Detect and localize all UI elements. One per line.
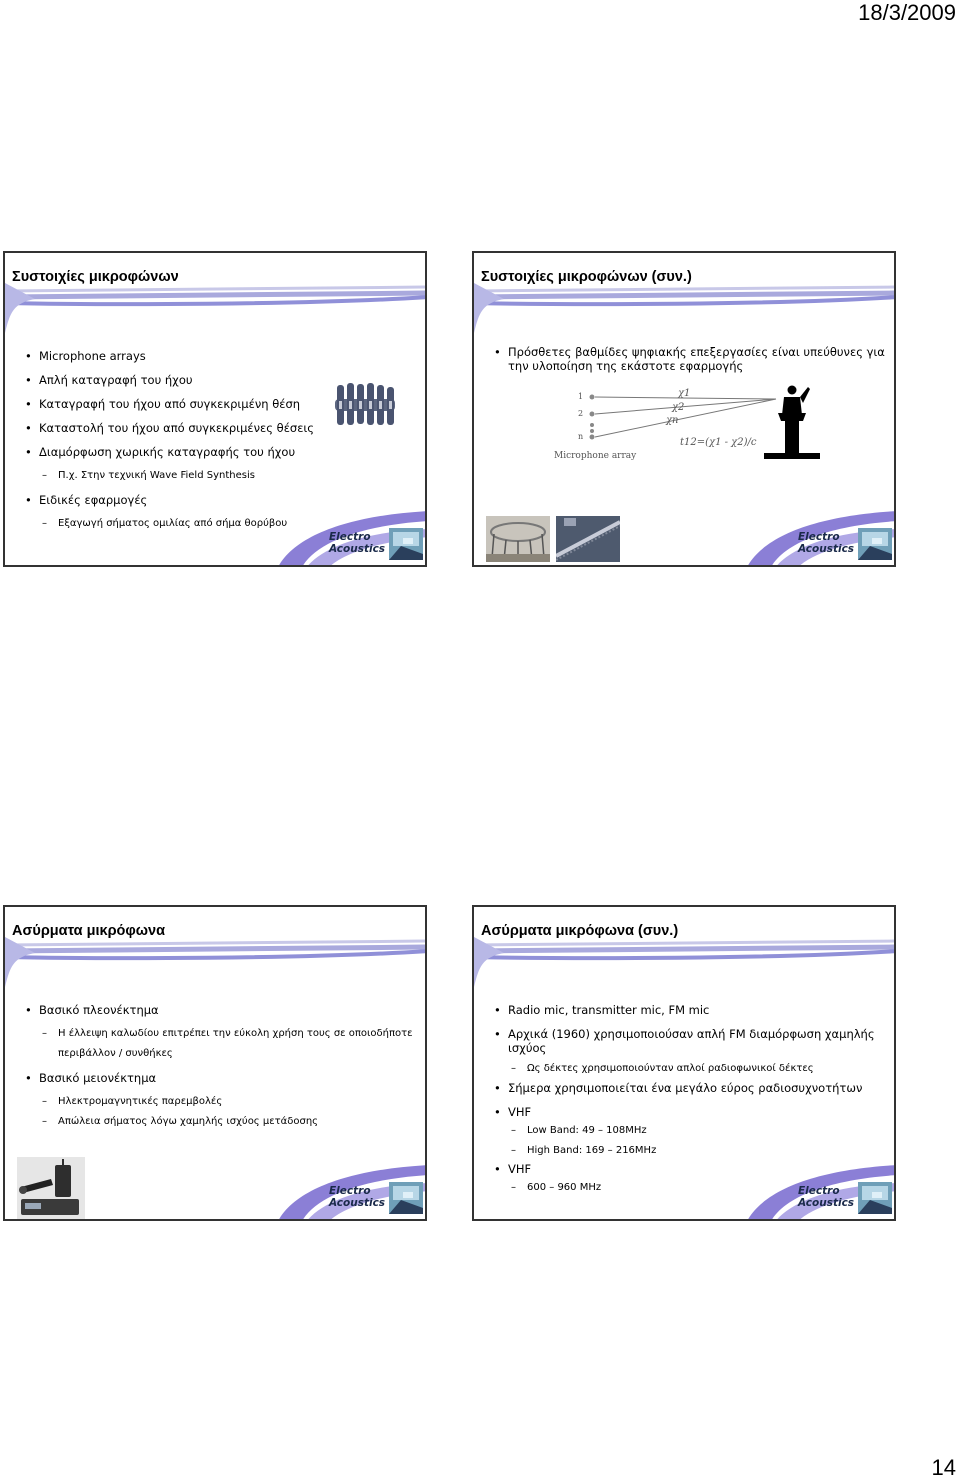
mic-label: 2 [578, 409, 584, 418]
logo-image [389, 528, 423, 560]
diagram-caption: Microphone array [554, 451, 637, 461]
bullet-item: • Ειδικές εφαρμογές [25, 493, 417, 507]
path-label: χ2 [672, 402, 685, 413]
bullet-item: • Αρχικά (1960) χρησιμοποιούσαν απλή FM διαμόρφωση χαμηλής ισχύος [494, 1027, 886, 1055]
speaker-podium-icon [764, 386, 820, 460]
delay-formula: t12=(χ1 - χ2)/c [680, 437, 757, 448]
bullet-item: • VHF [494, 1105, 886, 1119]
slide-3 [3, 905, 427, 1221]
logo-line-1: Electro [329, 1185, 371, 1197]
electro-acoustics-logo [798, 1182, 892, 1216]
linear-array-photo [556, 516, 620, 562]
microphone-array-photo [333, 381, 397, 433]
page-number: 14 [931, 1455, 956, 1480]
mic-label: n [578, 432, 584, 441]
mic-label: 1 [578, 392, 584, 401]
bullet-item: • Βασικό πλεονέκτημα [25, 1003, 417, 1017]
logo-line-2: Acoustics [798, 543, 855, 555]
sub-bullet-item: – Η έλλειψη καλωδίου επιτρέπει την εύκολη χρήση τους σε οποιοδήποτε περιβάλλον / συνθήκες [25, 1024, 417, 1064]
slide-2 [472, 251, 896, 567]
sub-bullet-item: – Low Band: 49 – 108MHz [494, 1121, 886, 1141]
slide-title: Ασύρματα μικρόφωνα [12, 923, 166, 939]
path-label: χn [666, 415, 679, 426]
sub-bullet-item: – Απώλεια σήματος λόγω χαμηλής ισχύος μετάδοσης [25, 1112, 417, 1132]
bullet-item: • Διαμόρφωση χωρικής καταγραφής του ήχου [25, 445, 417, 459]
logo-line-2: Acoustics [798, 1197, 855, 1209]
wireless-mic-kit-photo [17, 1157, 85, 1219]
slide-1 [3, 251, 427, 567]
bullet-item: • Βασικό μειονέκτημα [25, 1071, 417, 1085]
slide-4 [472, 905, 896, 1221]
page-date: 18/3/2009 [858, 0, 956, 25]
path-label: χ1 [678, 388, 691, 399]
bullet-item: • Απλή καταγραφή του ήχου [25, 373, 417, 387]
bullet-item: • Σήμερα χρησιμοποιείται ένα μεγάλο εύρος ραδιοσυχνοτήτων [494, 1081, 886, 1095]
bullet-item: • Καταστολή του ήχου από συγκεκριμένες θέσεις [25, 421, 417, 435]
bullet-item: • Πρόσθετες βαθμίδες ψηφιακής επεξεργασίες είναι υπεύθυνες για την υλοποίηση της εκάστοτε εφαρμογής [494, 345, 886, 373]
logo-line-1: Electro [798, 531, 840, 543]
circular-array-photo [486, 516, 550, 562]
slide-title: Ασύρματα μικρόφωνα (συν.) [481, 923, 679, 939]
sub-bullet-item: – Π.χ. Στην τεχνική Wave Field Synthesis [25, 466, 417, 486]
logo-line-1: Electro [798, 1185, 840, 1197]
electro-acoustics-logo [329, 528, 423, 562]
electro-acoustics-logo [329, 1182, 423, 1216]
sub-bullet-item: – 600 – 960 MHz [494, 1178, 886, 1198]
sub-bullet-item: – High Band: 169 – 216MHz [494, 1141, 886, 1161]
logo-line-1: Electro [329, 531, 371, 543]
sub-bullet-item: – Ηλεκτρομαγνητικές παρεμβολές [25, 1092, 417, 1112]
microphone-array-diagram [546, 381, 826, 465]
logo-image [858, 528, 892, 560]
slide-title: Συστοιχίες μικροφώνων [12, 269, 179, 285]
bullet-item: • Καταγραφή του ήχου από συγκεκριμένη θέση [25, 397, 417, 411]
slide-title: Συστοιχίες μικροφώνων (συν.) [481, 269, 692, 285]
electro-acoustics-logo [798, 528, 892, 562]
bullet-item: • VHF [494, 1162, 886, 1176]
logo-line-2: Acoustics [329, 543, 386, 555]
sub-bullet-item: – Εξαγωγή σήματος ομιλίας από σήμα θορύβου [25, 514, 417, 534]
bullet-item: • Radio mic, transmitter mic, FM mic [494, 1003, 886, 1017]
logo-image [389, 1182, 423, 1214]
sub-bullet-item: – Ως δέκτες χρησιμοποιούνταν απλοί ραδιοφωνικοί δέκτες [494, 1059, 886, 1079]
logo-line-2: Acoustics [329, 1197, 386, 1209]
logo-image [858, 1182, 892, 1214]
bullet-item: • Microphone arrays [25, 349, 417, 363]
